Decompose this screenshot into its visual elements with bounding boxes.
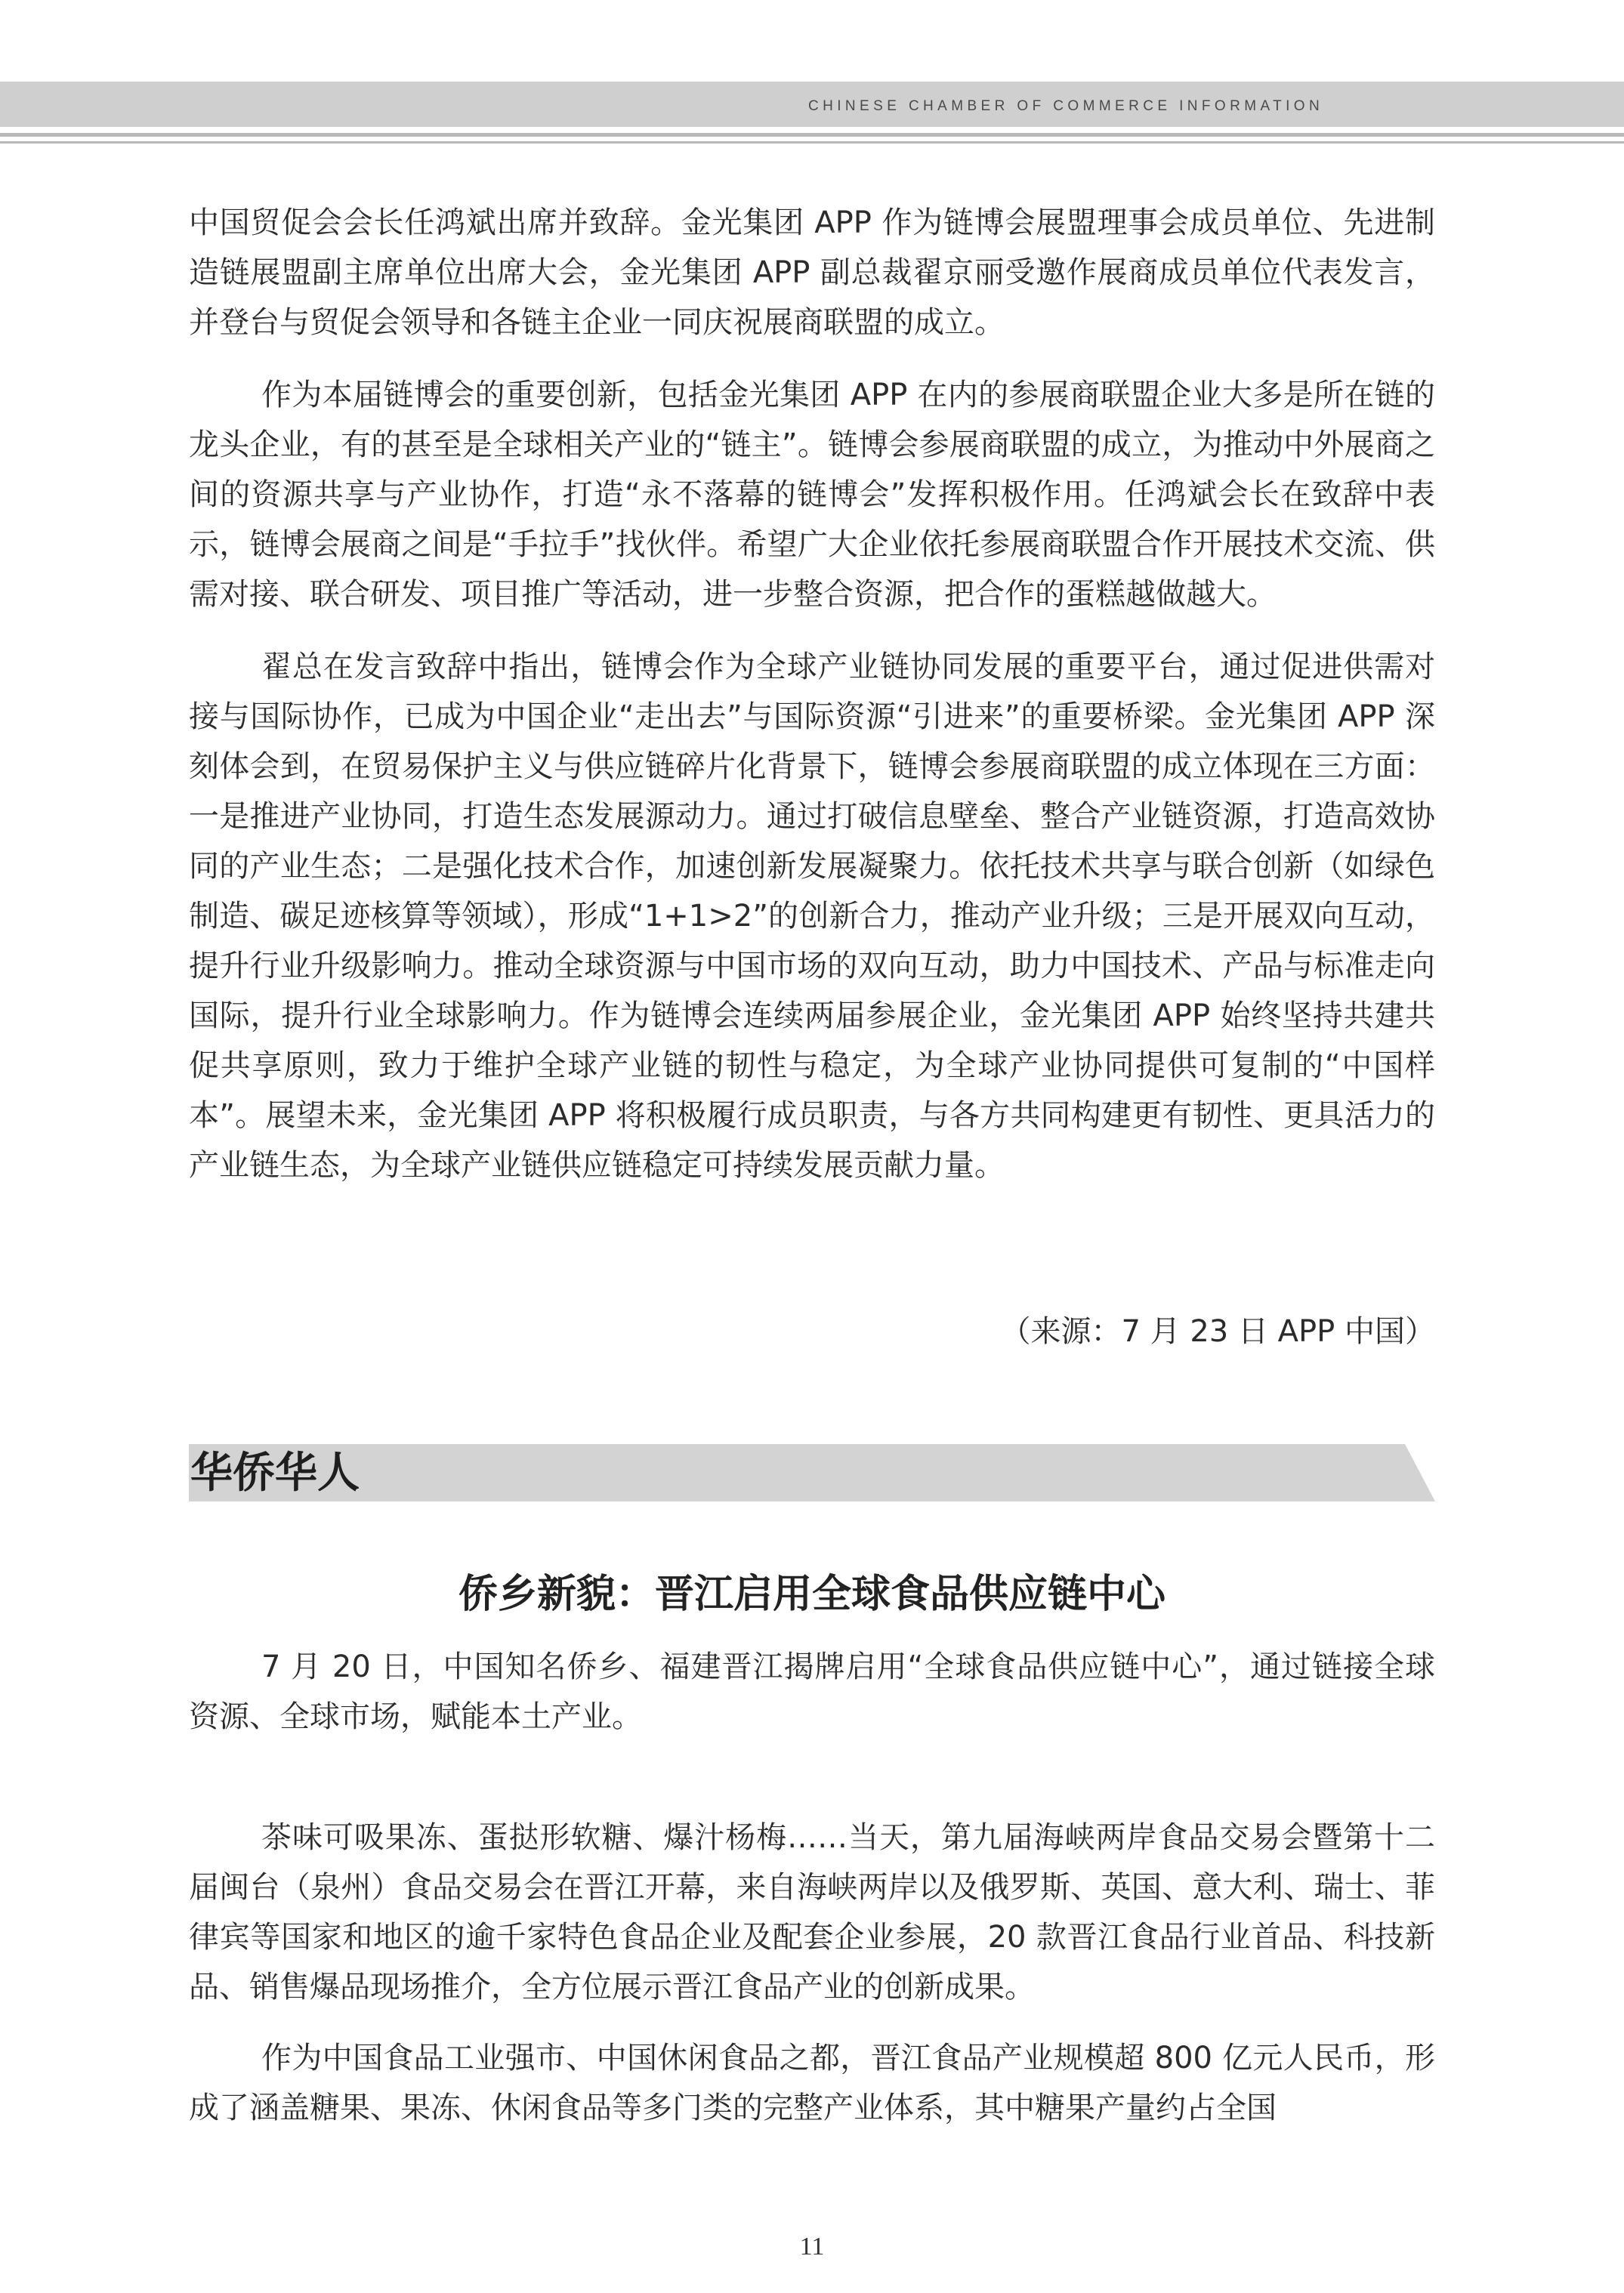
article1-paragraph-3: 翟总在发言致辞中指出，链博会作为全球产业链协同发展的重要平台，通过促进供需对接与国际协作，已成为中国企业“走出去”与国际资源“引进来”的重要桥梁。金光集团 APP 深刻体会到，在贸易保护主义与供应链碎片化背景下，链博会参展商联盟的成立体现在三方面：一是推进产业协同，打造生态发展源动力。通过打破信息壁垒、整合产业链资源，打造高效协同的产业生态；二是强化技术合作，加速创新发展凝聚力。依托技术共享与联合创新（如绿色制造、碳足迹核算等领域），形成“1+1>2”的创新合力，推动产业升级；三是开展双向互动，提升行业升级影响力。推动全球资源与中国市场的双向互动，助力中国技术、产品与标准走向国际，提升行业全球影响力。作为链博会连续两届参展企业，金光集团 APP 始终坚持共建共促共享原则，致力于维护全球产业链的韧性与稳定，为全球产业协同提供可复制的“中国样本”。展望未来，金光集团 APP 将积极履行成员职责，与各方共同构建更有韧性、更具活力的产业链生态，为全球产业链供应链稳定可持续发展贡献力量。	[189, 650, 1435, 1183]
section-title: 华侨华人	[190, 1448, 360, 1498]
article2-paragraph-1: 7 月 20 日，中国知名侨乡、福建晋江揭牌启用“全球食品供应链中心”，通过链接全球资源、全球市场，赋能本土产业。	[189, 1650, 1435, 1734]
article2-paragraph-3: 作为中国食品工业强市、中国休闲食品之都，晋江食品产业规模超 800 亿元人民币，形成了涵盖糖果、果冻、休闲食品等多门类的完整产业体系，其中糖果产量约占全国	[189, 2041, 1435, 2125]
article2-title: 侨乡新貌：晋江启用全球食品供应链中心	[458, 1572, 1166, 1617]
section-banner	[189, 1444, 1435, 1501]
header-rule	[0, 133, 1624, 137]
article2-paragraph-2: 茶味可吸果冻、蛋挞形软糖、爆汁杨梅……当天，第九届海峡两岸食品交易会暨第十二届闽台（泉州）食品交易会在晋江开幕，来自海峡两岸以及俄罗斯、英国、意大利、瑞士、菲律宾等国家和地区的逾千家特色食品企业及配套企业参展，20 款晋江食品行业首品、科技新品、销售爆品现场推介，全方位展示晋江食品产业的创新成果。	[189, 1820, 1435, 2004]
running-header: CHINESE CHAMBER OF COMMERCE INFORMATION	[808, 98, 1324, 114]
header-rule-thin	[0, 141, 1624, 144]
article1-paragraph-1: 中国贸促会会长任鸿斌出席并致辞。金光集团 APP 作为链博会展盟理事会成员单位、先进制造链展盟副主席单位出席大会，金光集团 APP 副总裁翟京丽受邀作展商成员单位代表发言，并登台与贸促会领导和各链主企业一同庆祝展商联盟的成立。	[189, 205, 1435, 340]
page-number: 11	[799, 2233, 825, 2261]
article1-paragraph-2: 作为本届链博会的重要创新，包括金光集团 APP 在内的参展商联盟企业大多是所在链的龙头企业，有的甚至是全球相关产业的“链主”。链博会参展商联盟的成立，为推动中外展商之间的资源共享与产业协作，打造“永不落幕的链博会”发挥积极作用。任鸿斌会长在致辞中表示，链博会展商之间是“手拉手”找伙伴。希望广大企业依托参展商联盟合作开展技术交流、供需对接、联合研发、项目推广等活动，进一步整合资源，把合作的蛋糕越做越大。	[189, 378, 1435, 612]
article1-source: （来源：7 月 23 日 APP 中国）	[1000, 1314, 1435, 1349]
